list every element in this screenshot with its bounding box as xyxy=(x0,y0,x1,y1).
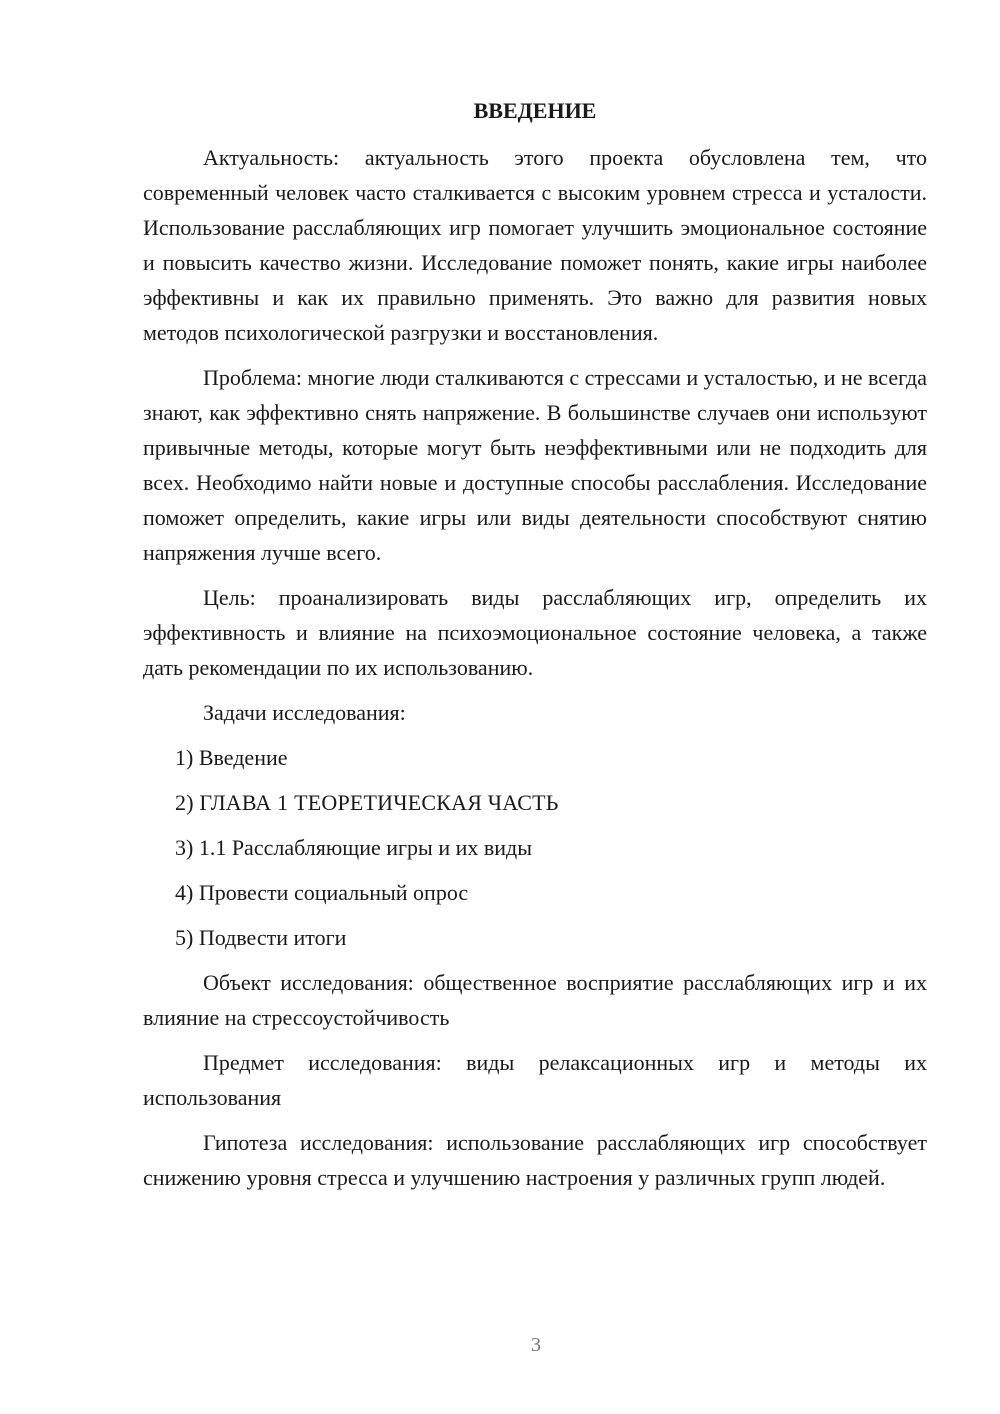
paragraph-relevance: Актуальность: актуальность этого проекта обусловлена тем, что современный человек часто сталкивается с высоким уровнем стресса и усталости. Использование расслабляющих игр помогает улучшить эмоциональное состояние и повысить качество жизни. Исследование поможет понять, какие игры наиболее эффективны и как их правильно применять. Это важно для развития новых методов психологической разгрузки и восстановления. xyxy=(143,145,927,345)
paragraph-goal: Цель: проанализировать виды расслабляющих игр, определить их эффективность и влияние на психоэмоциональное состояние человека, а также дать рекомендации по их использованию. xyxy=(143,585,927,680)
paragraph-subject: Предмет исследования: виды релаксационных игр и методы их использования xyxy=(143,1050,927,1110)
section-heading: ВВЕДЕНИЕ xyxy=(473,98,597,123)
page-content xyxy=(143,96,927,1195)
paragraph-hypothesis: Гипотеза исследования: использование расслабляющих игр способствует снижению уровня стресса и улучшению настроения у различных групп людей. xyxy=(143,1130,927,1190)
list-item: 3) 1.1 Расслабляющие игры и их виды xyxy=(175,835,533,860)
list-item: 4) Провести социальный опрос xyxy=(175,880,469,905)
list-item: 2) ГЛАВА 1 ТЕОРЕТИЧЕСКАЯ ЧАСТЬ xyxy=(175,790,559,815)
list-item: 5) Подвести итоги xyxy=(175,925,347,950)
paragraph-tasks-intro: Задачи исследования: xyxy=(203,700,406,725)
paragraph-problem: Проблема: многие люди сталкиваются с стрессами и усталостью, и не всегда знают, как эффективно снять напряжение. В большинстве случаев они используют привычные методы, которые могут быть неэффективными или не подходить для всех. Необходимо найти новые и доступные способы расслабления. Исследование поможет определить, какие игры или виды деятельности способствуют снятию напряжения лучше всего. xyxy=(143,365,927,565)
list-item: 1) Введение xyxy=(175,745,288,770)
paragraph-object: Объект исследования: общественное восприятие расслабляющих игр и их влияние на стрессоустойчивость xyxy=(143,970,927,1030)
tasks-list xyxy=(143,740,927,955)
page-number: 3 xyxy=(531,1334,541,1356)
